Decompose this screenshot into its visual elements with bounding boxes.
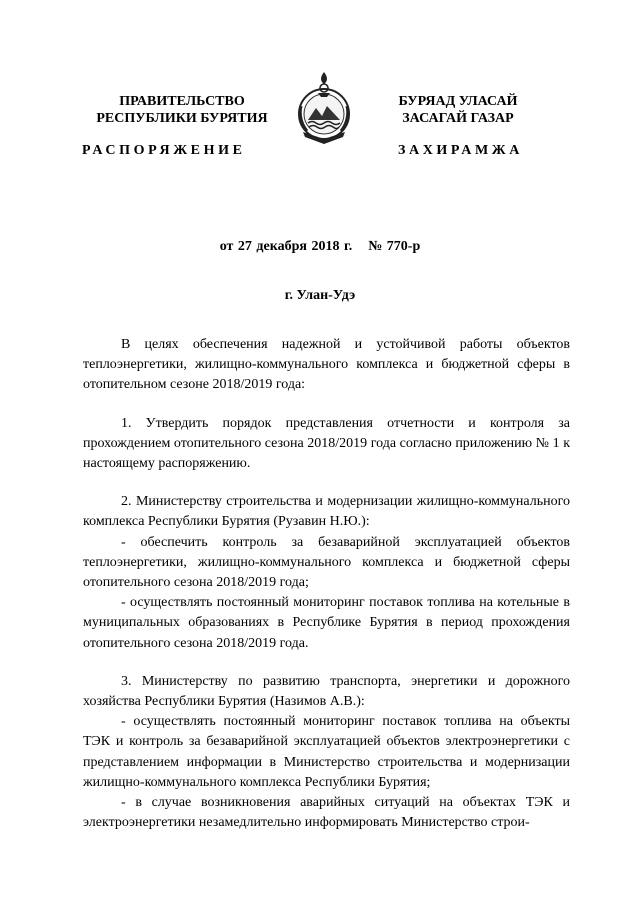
- doc-type-ru: РАСПОРЯЖЕНИЕ: [82, 143, 246, 158]
- paragraph-item-2-sub-1: - обеспечить контроль за безаварийной эксплуатацией объектов теплоэнергетики, жилищно-коммунального комплекса и бюджетной сферы отопительного сезона 2018/2019 года;: [83, 534, 570, 591]
- document-number: № 770-р: [368, 239, 421, 254]
- issuer-ru-line1: ПРАВИТЕЛЬСТВО: [119, 94, 245, 109]
- paragraph-item-3: 3. Министерству по развитию транспорта, энергетики и дорожного хозяйства Республики Бурятия (Назимов А.В.):: [83, 673, 570, 710]
- paragraph-preamble: В целях обеспечения надежной и устойчивой работы объектов теплоэнергетики, жилищно-коммунального комплекса и бюджетной сферы в отопительном сезоне 2018/2019 года:: [83, 337, 570, 393]
- document-body: [83, 335, 570, 833]
- paragraph-item-2-sub-2: - осуществлять постоянный мониторинг поставок топлива на котельные в муниципальных образованиях в Республике Бурятия в период прохождения отопительного сезона 2018/2019 года.: [83, 595, 570, 651]
- issuer-ru-line2: РЕСПУБЛИКИ БУРЯТИЯ: [96, 111, 268, 126]
- date-number-line: [0, 239, 640, 255]
- issuer-bua: [362, 93, 554, 127]
- paragraph-item-1: 1. Утвердить порядок представления отчетности и контроля за прохождением отопительного сезона 2018/2019 года согласно приложению № 1 к настоящему распоряжению.: [83, 415, 570, 472]
- doc-type-bua: ЗАХИРАМЖА: [398, 143, 523, 158]
- issuer-ru: [82, 93, 282, 127]
- paragraph-item-3-sub-1: - осуществлять постоянный мониторинг поставок топлива на объекты ТЭК и контроль за безаварийной эксплуатацией объектов электроэнергетики с представлением информации в Министерство строительства и модернизации жилищно-коммунального комплекса Республики Бурятия;: [83, 714, 570, 790]
- document-date: от 27 декабря 2018 г.: [219, 239, 353, 254]
- paragraph-item-3-sub-2: - в случае возникновения аварийных ситуаций на объектах ТЭК и электроэнергетики незамедлительно информировать Министерство строи-: [83, 795, 570, 831]
- coat-of-arms-buryatia-icon: [289, 68, 359, 148]
- document-city: г. Улан-Удэ: [284, 288, 356, 303]
- paragraph-item-2: 2. Министерству строительства и модернизации жилищно-коммунального комплекса Республики Бурятия (Рузавин Н.Ю.):: [83, 494, 570, 530]
- issuer-bua-line1: БУРЯАД УЛАСАЙ: [398, 94, 518, 109]
- issuer-bua-line2: ЗАСАГАЙ ГАЗАР: [402, 111, 514, 126]
